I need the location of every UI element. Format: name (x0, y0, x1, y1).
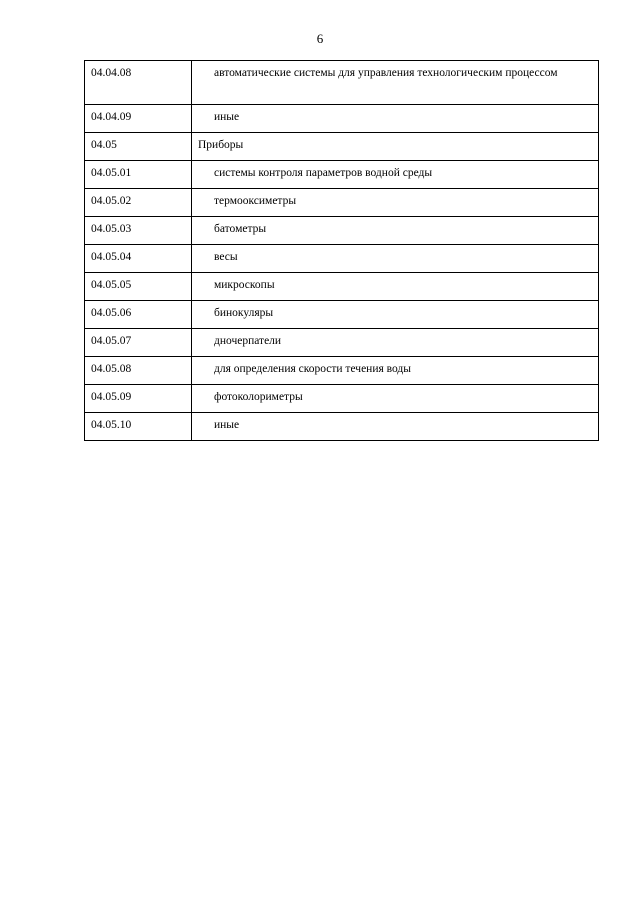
row-name-text: батометры (214, 223, 267, 235)
row-name-text: микроскопы (214, 279, 275, 291)
row-name (192, 273, 599, 301)
row-code: 04.05.03 (85, 217, 192, 245)
row-code: 04.05.05 (85, 273, 192, 301)
table-row (85, 413, 599, 441)
row-name-text: иные (214, 111, 240, 123)
row-name-text: Приборы (198, 139, 244, 151)
row-code: 04.05 (85, 133, 192, 161)
row-code: 04.04.09 (85, 105, 192, 133)
row-code: 04.05.04 (85, 245, 192, 273)
row-name-text: иные (214, 419, 240, 431)
row-name-text: термооксиметры (214, 195, 297, 207)
classifier-table (84, 60, 599, 441)
row-code: 04.05.01 (85, 161, 192, 189)
row-name (192, 189, 599, 217)
table-row (85, 273, 599, 301)
row-code: 04.05.09 (85, 385, 192, 413)
row-name (192, 61, 599, 105)
table-row (85, 245, 599, 273)
table-row (85, 385, 599, 413)
row-code: 04.04.08 (85, 61, 192, 105)
row-name-text: фотоколориметры (214, 391, 303, 403)
table-row (85, 329, 599, 357)
row-name (192, 245, 599, 273)
table-row (85, 133, 599, 161)
table-row (85, 357, 599, 385)
row-name (192, 161, 599, 189)
row-name-text: бинокуляры (214, 307, 274, 319)
row-code: 04.05.08 (85, 357, 192, 385)
table-row (85, 61, 599, 105)
row-name (192, 329, 599, 357)
row-name-text: автоматические системы для управления технологическим процессом (214, 67, 558, 79)
row-name-text: системы контроля параметров водной среды (214, 167, 433, 179)
row-name (192, 301, 599, 329)
table-row (85, 105, 599, 133)
row-code: 04.05.07 (85, 329, 192, 357)
table-row (85, 161, 599, 189)
row-name-text: дночерпатели (214, 335, 282, 347)
row-name (192, 217, 599, 245)
row-name (192, 105, 599, 133)
row-name (192, 413, 599, 441)
table-row (85, 217, 599, 245)
row-code: 04.05.10 (85, 413, 192, 441)
row-code: 04.05.02 (85, 189, 192, 217)
row-name-text: для определения скорости течения воды (214, 363, 411, 375)
row-name (192, 357, 599, 385)
table-row (85, 189, 599, 217)
table-row (85, 301, 599, 329)
row-name-text: весы (214, 251, 238, 263)
row-code: 04.05.06 (85, 301, 192, 329)
page-number: 6 (316, 31, 324, 46)
row-name (192, 385, 599, 413)
row-name (192, 133, 599, 161)
